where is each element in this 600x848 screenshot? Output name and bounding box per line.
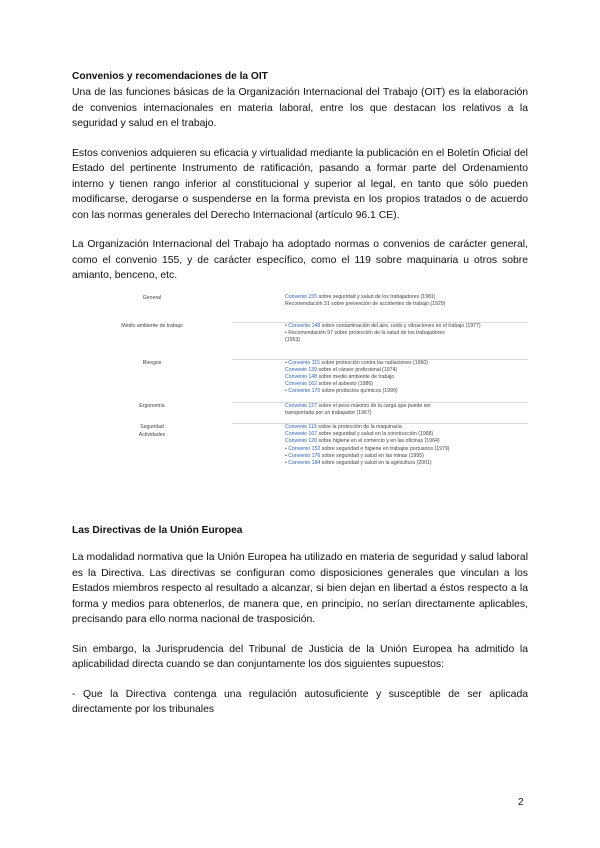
- convention-link[interactable]: Convenio 139: [285, 366, 318, 373]
- table-category: [72, 322, 232, 344]
- conventions-table-figure: [72, 294, 528, 468]
- bullet: •: [285, 445, 289, 452]
- paragraph: Sin embargo, la Jurisprudencia del Tribunal de Justicia de la Unión Europea ha admitido la aplicabilidad directa cuando se dan conjuntamente los dos siguientes supuestos:: [72, 643, 528, 671]
- convention-link[interactable]: Convenio 120: [285, 438, 318, 445]
- convention-link[interactable]: Convenio 152: [288, 445, 321, 452]
- item-text: Recomendación 97 sobre protección de la salud de los trabajadores: [288, 330, 445, 337]
- table-row: [72, 359, 528, 396]
- table-item: [285, 330, 528, 337]
- category-label: Riesgos: [142, 360, 162, 367]
- item-text: sobre seguridad y salud en la construcción (1988): [317, 431, 434, 438]
- item-text: (1953): [285, 337, 300, 344]
- table-item: [285, 301, 528, 308]
- table-items: [232, 359, 528, 396]
- item-text: sobre protección contra las radiaciones (1960): [319, 359, 429, 366]
- item-text: sobre seguridad y salud de los trabajadores (1981): [317, 293, 436, 300]
- paragraph: Una de las funciones básicas de la Organización Internacional del Trabajo (OIT) es la elaboración de convenios internacionales en materia laboral, entre los que destacan los relativos a la seguridad y salud en el trabajo.: [72, 87, 528, 129]
- row-separator: [72, 308, 528, 323]
- table-item: [285, 374, 528, 381]
- table-item: [285, 337, 528, 344]
- table-item: [285, 410, 528, 417]
- bullet: •: [285, 388, 289, 395]
- category-label: General: [142, 294, 162, 301]
- table-category: [72, 359, 232, 396]
- table-items: [232, 423, 528, 467]
- table-item: [285, 323, 528, 330]
- category-label: Seguridad: [140, 424, 164, 431]
- convention-link[interactable]: Convenio 184: [288, 459, 321, 466]
- convention-link[interactable]: Convenio 148: [285, 373, 318, 380]
- table-items: [232, 294, 528, 308]
- table-item: [285, 360, 528, 367]
- table-items: [232, 402, 528, 417]
- table-row: [72, 322, 528, 344]
- item-text: sobre seguridad e higiene en trabajos portuarios (1979): [320, 445, 450, 452]
- item-text: transportada por un trabajador (1967): [285, 409, 372, 416]
- table-category: [72, 423, 232, 467]
- table-row: [72, 294, 528, 308]
- item-text: sobre seguridad y salud en la agricultura (2001): [320, 459, 432, 466]
- item-text: sobre productos químicos (1990): [320, 388, 398, 395]
- item-text: sobre el asbesto (1986): [317, 381, 373, 388]
- table-row: [72, 402, 528, 417]
- table-item: [285, 446, 528, 453]
- convention-link[interactable]: Convenio 148: [288, 322, 321, 329]
- table-item: [285, 294, 528, 301]
- table-item: [285, 367, 528, 374]
- item-text: sobre medio ambiente de trabajo: [317, 373, 395, 380]
- category-label: Medio ambiente de trabajo: [121, 323, 183, 330]
- section-heading-eu-directives: Las Directivas de la Unión Europea: [72, 525, 243, 537]
- table-category: [72, 294, 232, 308]
- bullet: •: [285, 459, 289, 466]
- convention-link[interactable]: Convenio 155: [285, 293, 318, 300]
- item-text: sobre el peso máximo de la carga que puede ser: [317, 402, 431, 409]
- page-number: 2: [518, 797, 524, 808]
- paragraph: La Organización Internacional del Trabajo ha adoptado normas o convenios de carácter general, como el convenio 155, y de carácter específico, como el 119 sobre maquinaria u otros sobre amianto, benceno, etc.: [72, 239, 528, 281]
- table-row: [72, 423, 528, 467]
- table-category: [72, 402, 232, 417]
- table-item: [285, 388, 528, 395]
- document-page: [72, 70, 528, 732]
- convention-link[interactable]: Convenio 127: [285, 402, 318, 409]
- table-item: [285, 381, 528, 388]
- table-item: [285, 431, 528, 438]
- convention-link[interactable]: Convenio 176: [288, 452, 321, 459]
- convention-link[interactable]: Convenio 162: [285, 381, 318, 388]
- convention-link[interactable]: Convenio 167: [285, 431, 318, 438]
- convention-link[interactable]: Convenio 170: [288, 388, 321, 395]
- bullet: •: [285, 452, 289, 459]
- table-item: [285, 438, 528, 445]
- conventions-table: [72, 294, 528, 468]
- section-heading-oit: Convenios y recomendaciones de la OIT: [72, 71, 268, 82]
- row-separator: [72, 345, 528, 360]
- item-text: Recomendación 31 sobre prevención de accidentes de trabajo (1929): [285, 300, 446, 307]
- convention-link[interactable]: Convenio 115: [288, 359, 320, 366]
- item-text: sobre la protección de la maquinaria: [316, 423, 402, 430]
- bullet: •: [285, 330, 289, 337]
- item-text: sobre seguridad y salud en las minas (1995): [320, 452, 424, 459]
- category-label: Ergonomía: [139, 403, 165, 410]
- bullet: •: [285, 359, 289, 366]
- table-item: [285, 403, 528, 410]
- category-label: Actividades: [138, 431, 166, 438]
- item-text: sobre contaminación del aire, ruido y vibraciones en el trabajo (1977): [320, 322, 481, 329]
- table-item: [285, 424, 528, 431]
- item-text: sobre higiene en el comercio y en las oficinas (1964): [317, 438, 440, 445]
- paragraph: La modalidad normativa que la Unión Europea ha utilizado en materia de seguridad y salud laboral es la Directiva. Las directivas se configuran como disposiciones generales que vinculan a los Estados miembros respecto al resultado a alcanzar, si bien dejan en libertad a éstos respecto a la forma y medios para obtenerlos, de manera que, en principio, no serían directamente aplicables, precisando para ello norma nacional de trasposición.: [72, 552, 528, 626]
- table-items: [232, 322, 528, 344]
- paragraph: Estos convenios adquieren su eficacia y virtualidad mediante la publicación en el Boletín Oficial del Estado del pertinente Instrumento de ratificación, pasando a formar parte del Ordenamiento interno y tienen rango inferior al constitucional y superior al legal, en tanto que sólo pueden modificarse, derogarse o suspenderse en la forma prevista en los propios tratados o de acuerdo con las normas generales del Derecho Internacional (artículo 96.1 CE).: [72, 147, 528, 221]
- paragraph: - Que la Directiva contenga una regulación autosuficiente y susceptible de ser aplicada directamente por los tribunales: [72, 688, 528, 716]
- bullet: •: [285, 322, 289, 329]
- table-item: [285, 453, 528, 460]
- convention-link[interactable]: Convenio 119: [285, 423, 317, 430]
- item-text: sobre el cáncer profesional (1974): [317, 366, 398, 373]
- table-item: [285, 460, 528, 467]
